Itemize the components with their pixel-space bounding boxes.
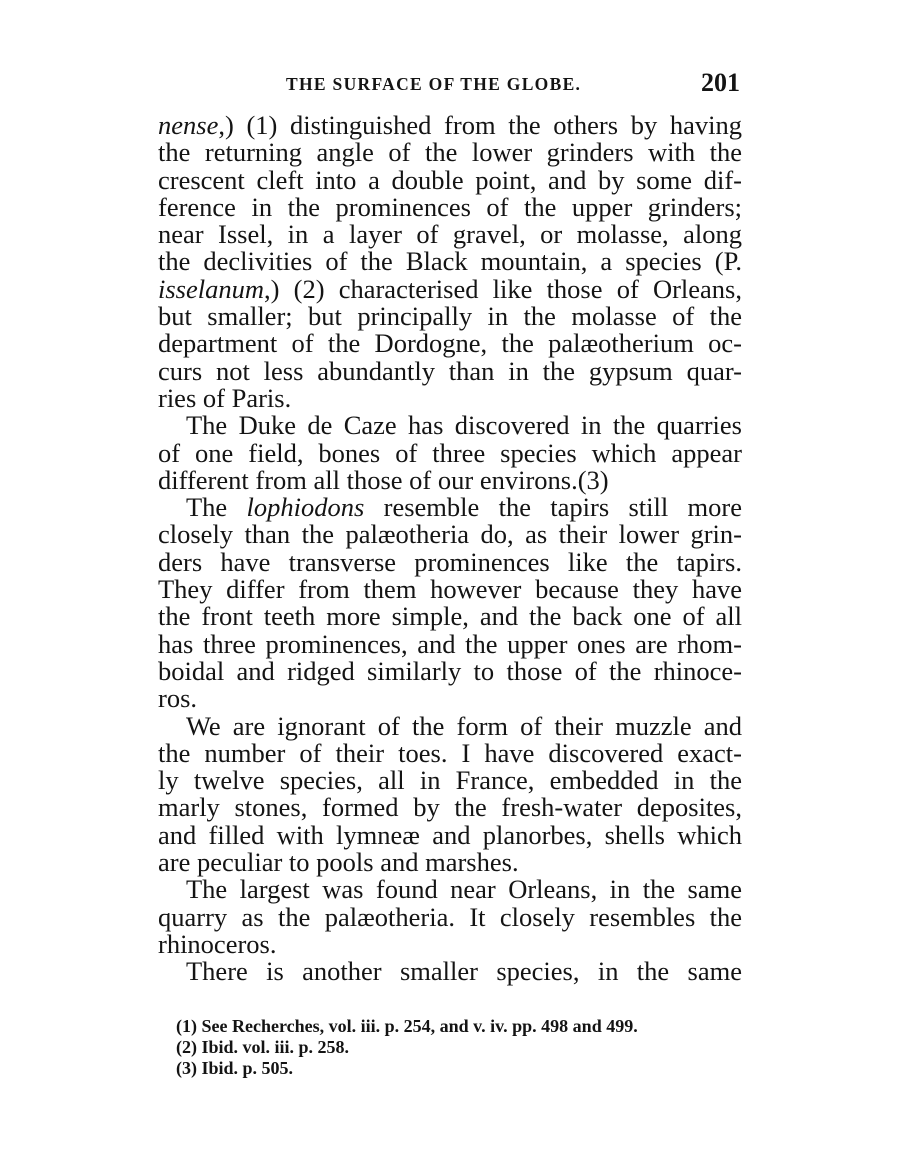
text-line: the returning angle of the lower grinders with the bbox=[158, 137, 742, 168]
text-line: There is another smaller species, in the same bbox=[186, 956, 742, 987]
footnote: (1) See Recherches, vol. iii. p. 254, and v. iv. pp. 498 and 499. bbox=[176, 1016, 638, 1036]
text-line: crescent cleft into a double point, and by some dif- bbox=[158, 164, 742, 195]
text-line: ders have transverse prominences like the tapirs. bbox=[158, 546, 742, 577]
text-line: closely than the palæotheria do, as their lower grin- bbox=[158, 519, 742, 550]
running-title: THE SURFACE OF THE GLOBE. bbox=[286, 74, 582, 94]
page-number: 201 bbox=[701, 68, 740, 97]
text-line: They differ from them however because they have bbox=[158, 574, 742, 605]
body-text bbox=[158, 112, 742, 986]
text-line: has three prominences, and the upper ones are rhom- bbox=[158, 628, 742, 659]
text-line: The lophiodons resemble the tapirs still more bbox=[186, 492, 742, 523]
text-line: nense,) (1) distinguished from the others by having bbox=[158, 110, 742, 140]
text-line: the front teeth more simple, and the back one of all bbox=[158, 601, 742, 632]
text-line: and filled with lymneæ and planorbes, shells which bbox=[158, 819, 742, 850]
footnotes bbox=[176, 1016, 746, 1079]
text-line: near Issel, in a layer of gravel, or molasse, along bbox=[158, 219, 742, 250]
text-line: curs not less abundantly than in the gypsum quar- bbox=[158, 355, 742, 386]
text-line: ly twelve species, all in France, embedded in the bbox=[158, 765, 742, 796]
text-line: ference in the prominences of the upper grinders; bbox=[158, 191, 742, 222]
page-header bbox=[158, 68, 742, 104]
text-line: the declivities of the Black mountain, a species (P. bbox=[158, 246, 742, 277]
text-line: ros. bbox=[158, 683, 198, 714]
text-line: of one field, bones of three species which appear bbox=[158, 437, 742, 468]
text-line: boidal and ridged similarly to those of the rhinoce- bbox=[158, 655, 742, 686]
footnote: (3) Ibid. p. 505. bbox=[176, 1058, 294, 1078]
text-line: ries of Paris. bbox=[158, 382, 292, 413]
text-line: are peculiar to pools and marshes. bbox=[158, 847, 519, 878]
text-line: different from all those of our environs.(3) bbox=[158, 464, 609, 495]
footnote: (2) Ibid. vol. iii. p. 258. bbox=[176, 1037, 350, 1057]
text-line: marly stones, formed by the fresh-water deposites, bbox=[158, 792, 742, 823]
text-line: quarry as the palæotheria. It closely resembles the bbox=[158, 901, 742, 932]
text-line: rhinoceros. bbox=[158, 928, 277, 959]
text-line: the number of their toes. I have discovered exact- bbox=[158, 737, 742, 768]
text-line: The largest was found near Orleans, in the same bbox=[186, 874, 742, 905]
text-line: isselanum,) (2) characterised like those of Orleans, bbox=[158, 273, 742, 304]
text-line: department of the Dordogne, the palæotherium oc- bbox=[158, 328, 742, 359]
text-line: but smaller; but principally in the molasse of the bbox=[158, 301, 742, 332]
text-line: We are ignorant of the form of their muzzle and bbox=[186, 710, 742, 741]
text-line: The Duke de Caze has discovered in the quarries bbox=[186, 410, 742, 441]
